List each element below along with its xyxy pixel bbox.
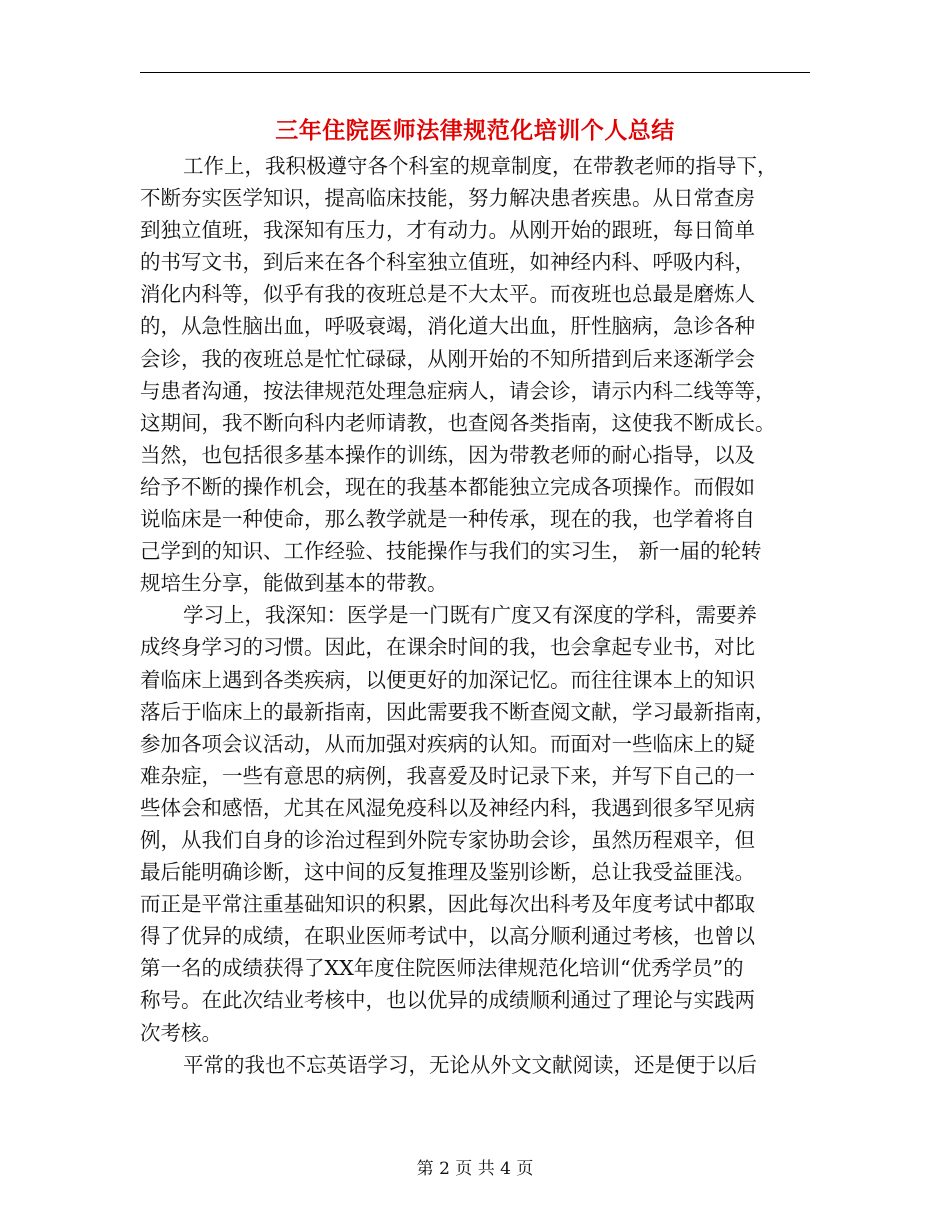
text-line: 次考核。 [140,1020,222,1045]
page-number-footer: 第 2 页 共 4 页 [416,1159,534,1179]
text-line: 工作上，我积极遵守各个科室的规章制度，在带教老师的指导下， [183,154,778,178]
paragraph-work [140,150,810,599]
text-line: 例，从我们自身的诊治过程到外院专家协助会诊，虽然历程艰辛，但 [140,827,755,852]
text-line: 落后于临床上的最新指南，因此需要我不断查阅文献，学习最新指南， [140,699,776,724]
text-line: 称号。在此次结业考核中，也以优异的成绩顺利通过了理论与实践两 [140,988,755,1013]
text-line: 些体会和感悟，尤其在风湿免疫科以及神经内科，我遇到很多罕见病 [140,795,755,820]
document-body [140,150,810,1081]
text-line: 着临床上遇到各类疾病，以便更好的加深记忆。而往往课本上的知识 [140,667,755,692]
document-title: 三年住院医师法律规范化培训个人总结 [275,118,675,144]
text-line: 而正是平常注重基础知识的积累，因此每次出科考及年度考试中都取 [140,892,755,917]
text-line: 平常的我也不忘英语学习，无论从外文文献阅读，还是便于以后 [183,1052,757,1077]
text-line: 己学到的知识、工作经验、技能操作与我们的实习生， 新一届的轮转 [140,539,762,564]
text-line: 这期间，我不断向科内老师请教，也查阅各类指南，这使我不断成长。 [140,410,776,435]
text-line: 到独立值班，我深知有压力，才有动力。从刚开始的跟班，每日简单 [140,218,755,243]
text-line: 第一名的成绩获得了XX年度住院医师法律规范化培训“优秀学员”的 [140,956,744,981]
text-line: 会诊，我的夜班总是忙忙碌碌，从刚开始的不知所措到后来逐渐学会 [140,346,755,371]
text-line: 不断夯实医学知识，提高临床技能，努力解决患者疾患。从日常查房 [140,186,755,211]
text-line: 成终身学习的习惯。因此，在课余时间的我，也会拿起专业书，对比 [140,635,755,660]
text-line: 的书写文书，到后来在各个科室独立值班，如神经内科、呼吸内科， [140,250,755,275]
text-line: 给予不断的操作机会，现在的我基本都能独立完成各项操作。而假如 [140,474,755,499]
text-line: 与患者沟通，按法律规范处理急症病人，请会诊，请示内科二线等等， [140,378,776,403]
header-rule [140,72,810,73]
text-line: 最后能明确诊断，这中间的反复推理及鉴别诊断，总让我受益匪浅。 [140,860,755,885]
text-line: 消化内科等，似乎有我的夜班总是不大太平。而夜班也总最是磨炼人 [140,282,755,307]
text-line: 得了优异的成绩，在职业医师考试中，以高分顺利通过考核，也曾以 [140,924,755,949]
text-line: 学习上，我深知：医学是一门既有广度又有深度的学科，需要养 [183,603,757,628]
text-line: 当然，也包括很多基本操作的训练，因为带教老师的耐心指导，以及 [140,442,755,467]
text-line: 参加各项会议活动，从而加强对疾病的认知。而面对一些临床上的疑 [140,731,755,756]
text-line: 难杂症，一些有意思的病例，我喜爱及时记录下来，并写下自己的一 [140,763,755,788]
text-line: 的，从急性脑出血，呼吸衰竭，消化道大出血，肝性脑病，急诊各种 [140,314,755,339]
text-line: 规培生分享，能做到基本的带教。 [140,571,448,596]
paragraph-study [140,599,810,1048]
text-line: 说临床是一种使命，那么教学就是一种传承，现在的我，也学着将自 [140,507,755,532]
paragraph-english [140,1049,810,1081]
